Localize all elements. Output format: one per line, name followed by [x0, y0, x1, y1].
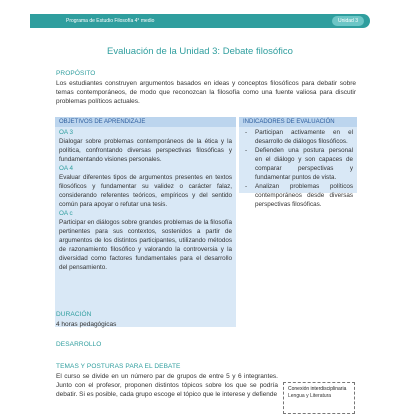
proposito-text: Los estudiantes construyen argumentos basados en ideas y conceptos filosóficos para debatir sobre temas contemporáneos, de modo que reconozcan la filosofía como una fuente valiosa para discutir problemas políticos actuales. — [56, 80, 356, 106]
indicadores-box — [239, 117, 357, 208]
duracion-heading: DURACIÓN — [56, 311, 92, 318]
duracion-text: 4 horas pedagógicas — [56, 321, 117, 328]
indicadores-body — [239, 127, 357, 210]
indicador-item: - Defienden una postura personal en el diálogo y son capaces de comparar perspectivas y fundamentar puntos de vista. — [243, 146, 353, 182]
conexion-title: Conexión interdisciplinaria — [288, 386, 347, 392]
indicador-item: - Participan activamente en el desarrollo de diálogos filosóficos. — [243, 128, 353, 146]
temas-heading: TEMAS Y POSTURAS PARA EL DEBATE — [56, 363, 181, 370]
proposito-heading: PROPÓSITO — [56, 70, 96, 77]
indicador-item: - Analizan problemas políticos contemporáneos desde diversas perspectivas filosóficas. — [243, 182, 353, 209]
oa-text: Evaluar diferentes tipos de argumentos presentes en textos filosóficos y fundamentar su validez o carácter falaz, considerando referentes teóricos, empíricos y del sentido común para apoyar o refutar una tesis. — [59, 174, 232, 208]
objetivos-heading: OBJETIVOS DE APRENDIZAJE — [55, 117, 236, 127]
conexion-box — [283, 382, 355, 414]
indicadores-heading: INDICADORES DE EVALUACIÓN — [239, 117, 357, 127]
objetivos-body — [55, 127, 236, 273]
objetivos-box — [55, 117, 236, 327]
oa-text: Participar en diálogos sobre grandes problemas de la filosofía pertinentes para sus contextos, sostenidos a partir de argumentos de los distintos participantes, utilizando métodos de razonamiento filosófico y valorando la controversia y la diversidad como factores fundamentales para el desarrollo del pensamiento. — [59, 219, 232, 271]
temas-text: El curso se divide en un número par de grupos de entre 5 y 6 integrantes. Junto con el profesor, proponen distintos tópicos sobre los que se podría debatir. Si es posible, cada grupo escoge el tópico que le interese y defiende — [56, 373, 278, 399]
oa-text: Dialogar sobre problemas contemporáneos de la ética y la política, confrontando diversas perspectivas filosóficas y fundamentando visiones personales. — [59, 138, 232, 163]
oa-label: OA c — [59, 210, 73, 217]
header-bar — [30, 14, 370, 28]
oa-label: OA 3 — [59, 129, 74, 136]
program-name: Programa de Estudio Filosofía 4° medio — [66, 18, 155, 24]
oa-label: OA 4 — [59, 165, 74, 172]
desarrollo-heading: DESARROLLO — [56, 341, 102, 348]
page-title: Evaluación de la Unidad 3: Debate filosófico — [107, 46, 293, 57]
unit-badge: Unidad 3 — [332, 16, 364, 26]
conexion-subtitle: Lengua y Literatura — [288, 393, 332, 399]
